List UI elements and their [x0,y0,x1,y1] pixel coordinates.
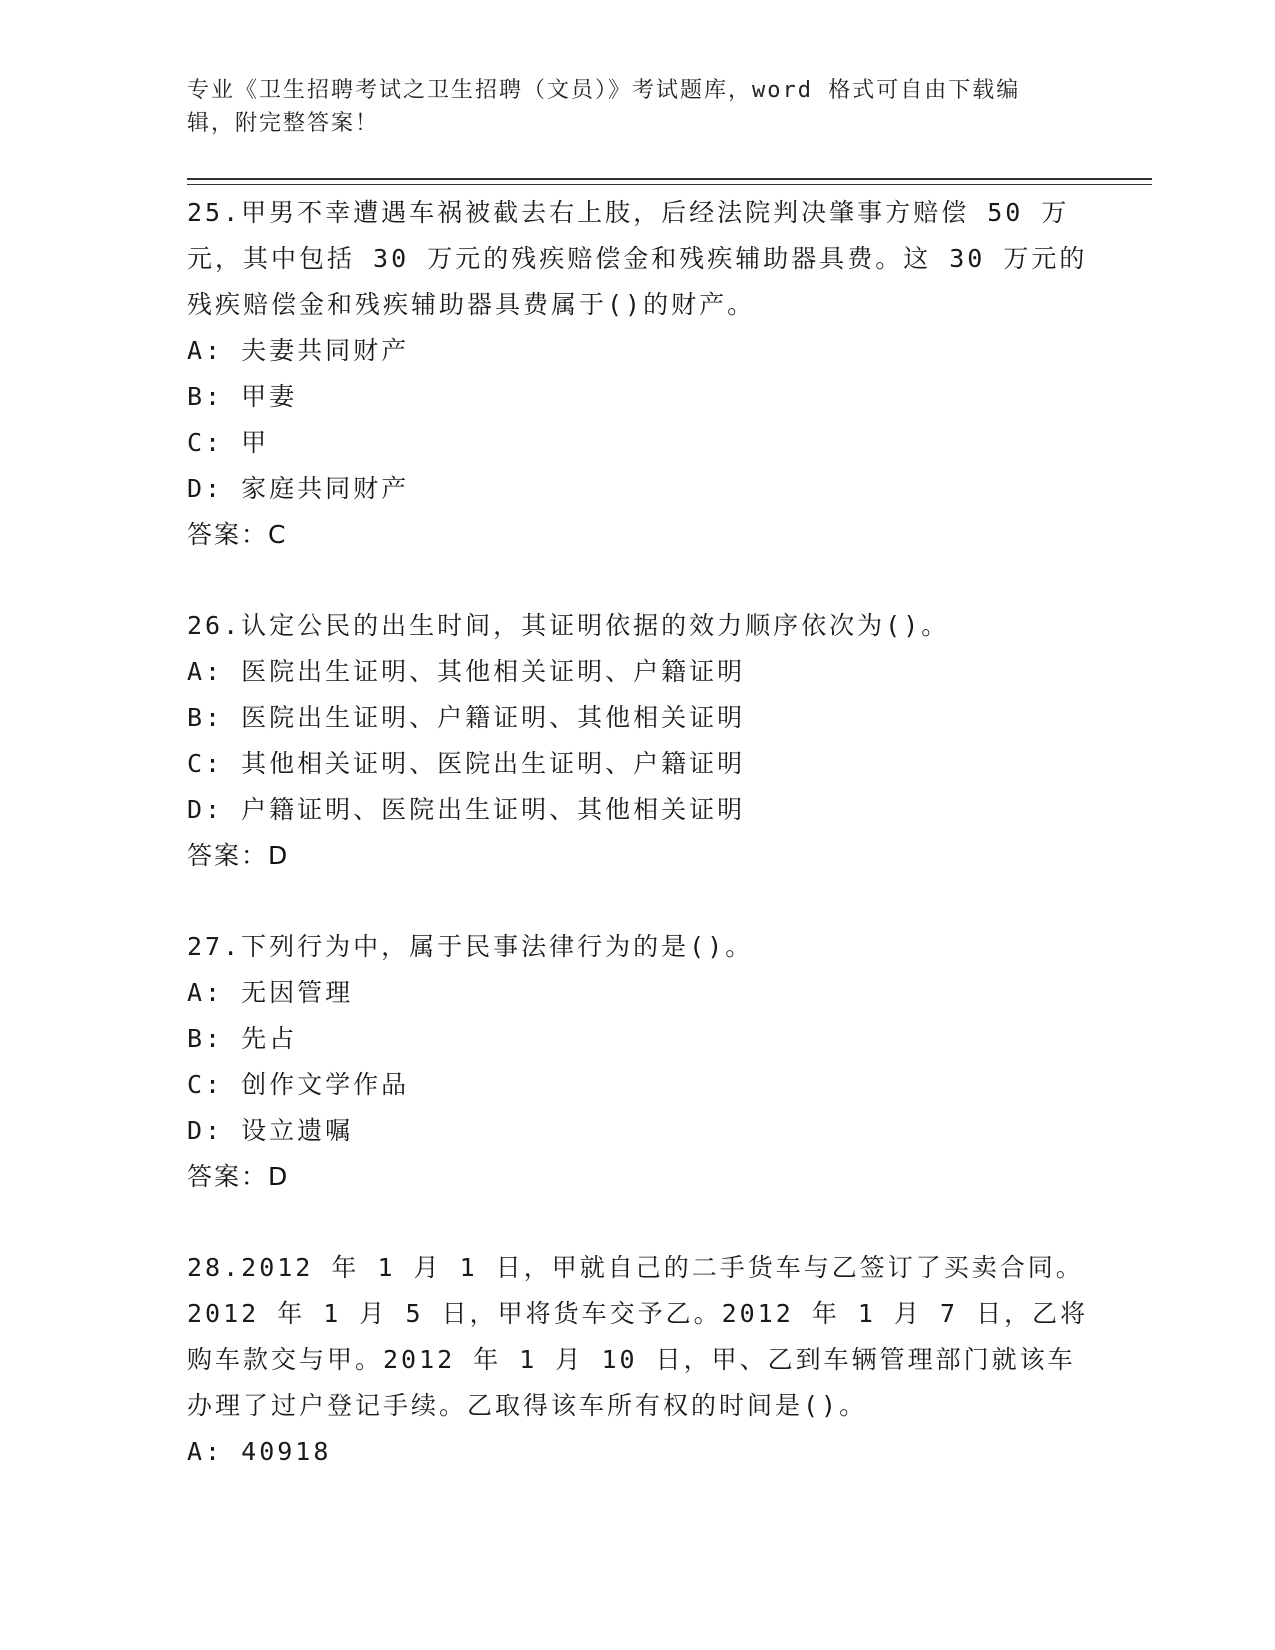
option-d: D: 设立遗嘱 [187,1116,354,1145]
header-divider-thin [187,184,1152,185]
document-header: 专业《卫生招聘考试之卫生招聘（文员）》考试题库，word 格式可自由下载编辑，附完整答案！ [187,78,1021,136]
question-list [187,190,1092,1520]
option-a: A: 40918 [187,1437,332,1466]
option-d: D: 家庭共同财产 [187,474,410,503]
option-a: A: 医院出生证明、其他相关证明、户籍证明 [187,657,746,686]
option-c: C: 创作文学作品 [187,1070,410,1099]
option-c: C: 其他相关证明、医院出生证明、户籍证明 [187,749,746,778]
option-a: A: 无因管理 [187,978,354,1007]
question-stem: 26.认定公民的出生时间，其证明依据的效力顺序依次为()。 [187,611,950,640]
header-divider-thick [187,178,1152,180]
option-d: D: 户籍证明、医院出生证明、其他相关证明 [187,795,746,824]
question-stem: 28.2012 年 1 月 1 日，甲就自己的二手货车与乙签订了买卖合同。2012 年 1 月 5 日，甲将货车交予乙。2012 年 1 月 7 日，乙将购车款交与甲。2012 年 1 月 10 日，甲、乙到车辆管理部门就该车办理了过户登记手续。乙取得该车所有权的时间是()。 [187,1253,1089,1420]
answer-label: 答案：C [187,520,288,549]
answer-label: 答案：D [187,1162,290,1191]
option-b: B: 先占 [187,1024,298,1053]
question-28 [187,1245,1092,1475]
option-b: B: 甲妻 [187,382,298,411]
question-26 [187,603,1092,879]
option-a: A: 夫妻共同财产 [187,336,410,365]
option-b: B: 医院出生证明、户籍证明、其他相关证明 [187,703,746,732]
answer-label: 答案：D [187,841,290,870]
question-27 [187,924,1092,1200]
option-c: C: 甲 [187,428,270,457]
question-stem: 27.下列行为中，属于民事法律行为的是()。 [187,932,754,961]
question-25 [187,190,1092,558]
question-stem: 25.甲男不幸遭遇车祸被截去右上肢，后经法院判决肇事方赔偿 50 万元，其中包括 30 万元的残疾赔偿金和残疾辅助器具费。这 30 万元的残疾赔偿金和残疾辅助器具费属于()的财产。 [187,198,1088,319]
